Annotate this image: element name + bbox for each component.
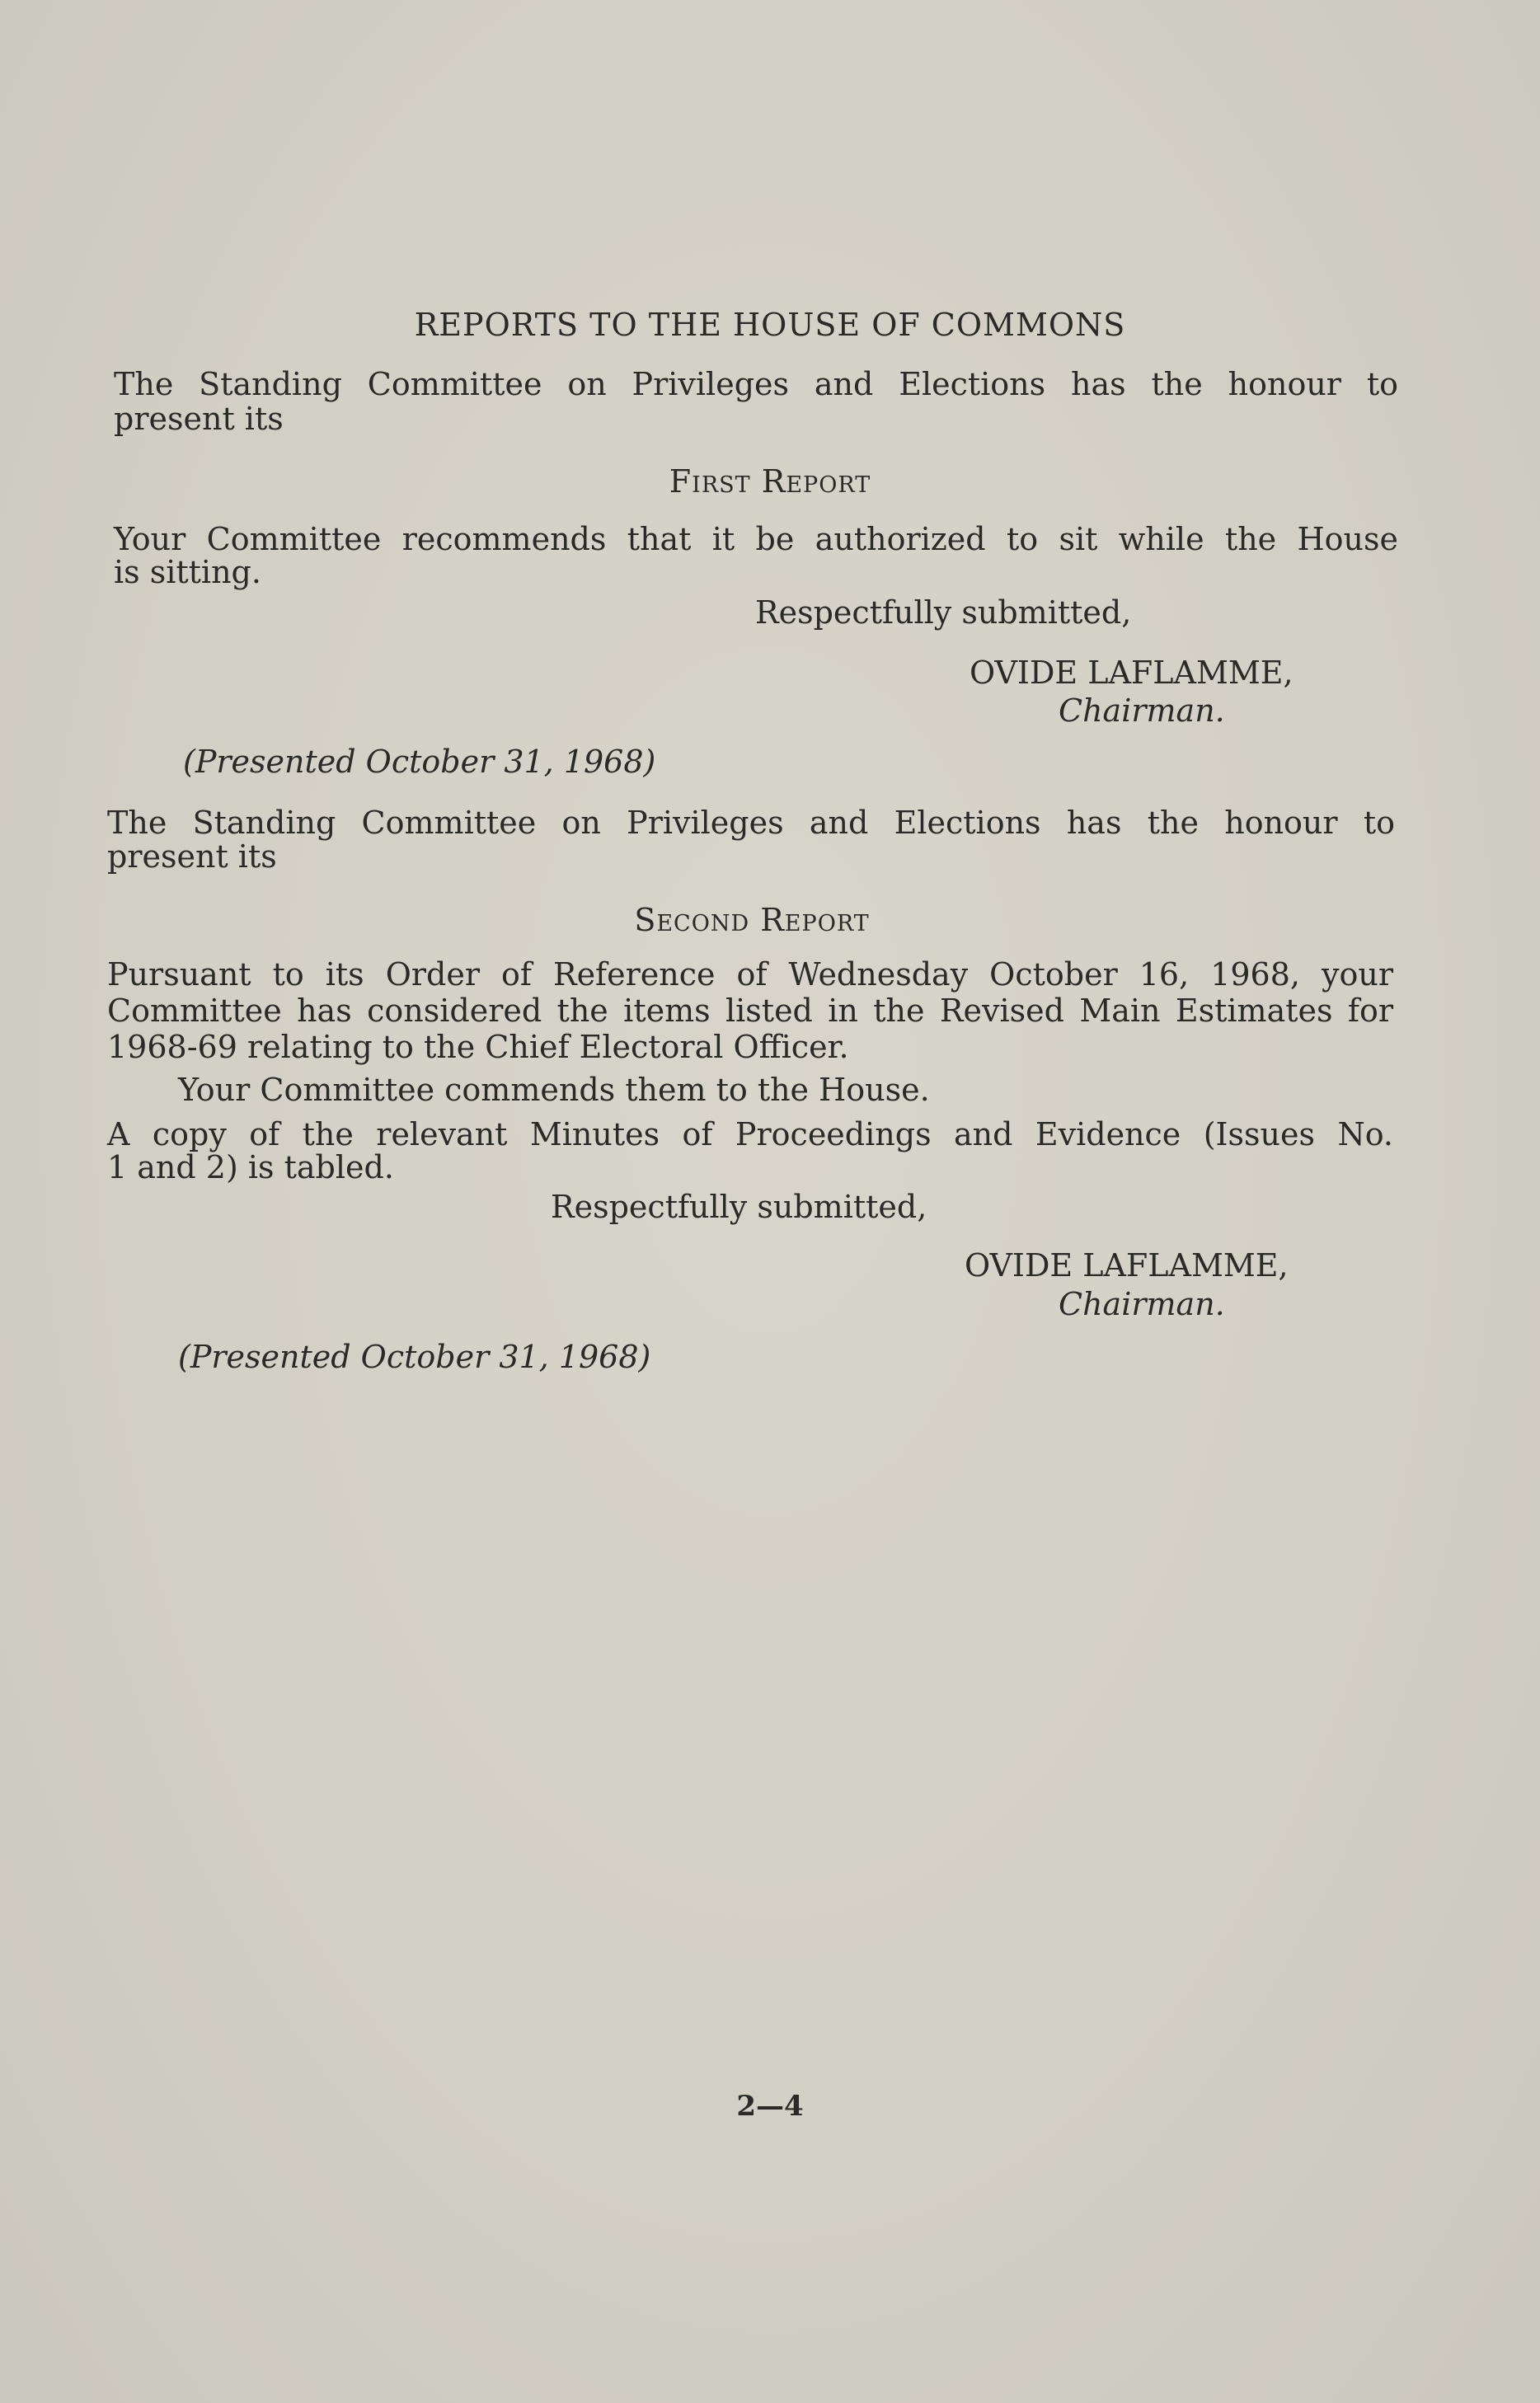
first-report-intro-line-2: present its bbox=[114, 401, 284, 437]
first-report-body-line-1: Your Committee recommends that it be authorized to sit while the House bbox=[114, 521, 1398, 557]
second-report-paragraph-1-line-3: 1968-69 relating to the Chief Electoral Officer. bbox=[107, 1029, 849, 1065]
first-report-body-line-2: is sitting. bbox=[114, 554, 261, 590]
second-report-paragraph-2: Your Committee commends them to the House. bbox=[178, 1072, 930, 1108]
second-report-paragraph-3-line-1: A copy of the relevant Minutes of Proceedings and Evidence (Issues No. bbox=[107, 1116, 1393, 1152]
second-report-intro-line-2: present its bbox=[107, 838, 277, 875]
second-report-paragraph-1-line-1: Pursuant to its Order of Reference of Wednesday October 16, 1968, your bbox=[107, 956, 1393, 993]
second-report-closing: Respectfully submitted, bbox=[551, 1189, 927, 1225]
second-report-title: Second Report bbox=[634, 902, 870, 938]
page-header: REPORTS TO THE HOUSE OF COMMONS bbox=[414, 307, 1126, 343]
second-report-signatory: OVIDE LAFLAMME, bbox=[965, 1247, 1289, 1284]
first-report-signatory: OVIDE LAFLAMME, bbox=[970, 655, 1294, 691]
page-number: 2—4 bbox=[736, 2090, 804, 2123]
second-report-paragraph-3-line-2: 1 and 2) is tabled. bbox=[107, 1149, 394, 1185]
first-report-intro-line-1: The Standing Committee on Privileges and Elections has the honour to bbox=[114, 366, 1398, 402]
first-report-signatory-title: Chairman. bbox=[1059, 692, 1225, 729]
second-report-presented: (Presented October 31, 1968) bbox=[178, 1339, 651, 1375]
first-report-presented: (Presented October 31, 1968) bbox=[183, 744, 656, 780]
first-report-closing: Respectfully submitted, bbox=[755, 594, 1132, 631]
second-report-intro-line-1: The Standing Committee on Privileges and Elections has the honour to bbox=[107, 805, 1395, 841]
first-report-title: First Report bbox=[669, 463, 871, 500]
second-report-paragraph-1-line-2: Committee has considered the items listed in the Revised Main Estimates for bbox=[107, 993, 1393, 1029]
second-report-signatory-title: Chairman. bbox=[1059, 1286, 1225, 1322]
